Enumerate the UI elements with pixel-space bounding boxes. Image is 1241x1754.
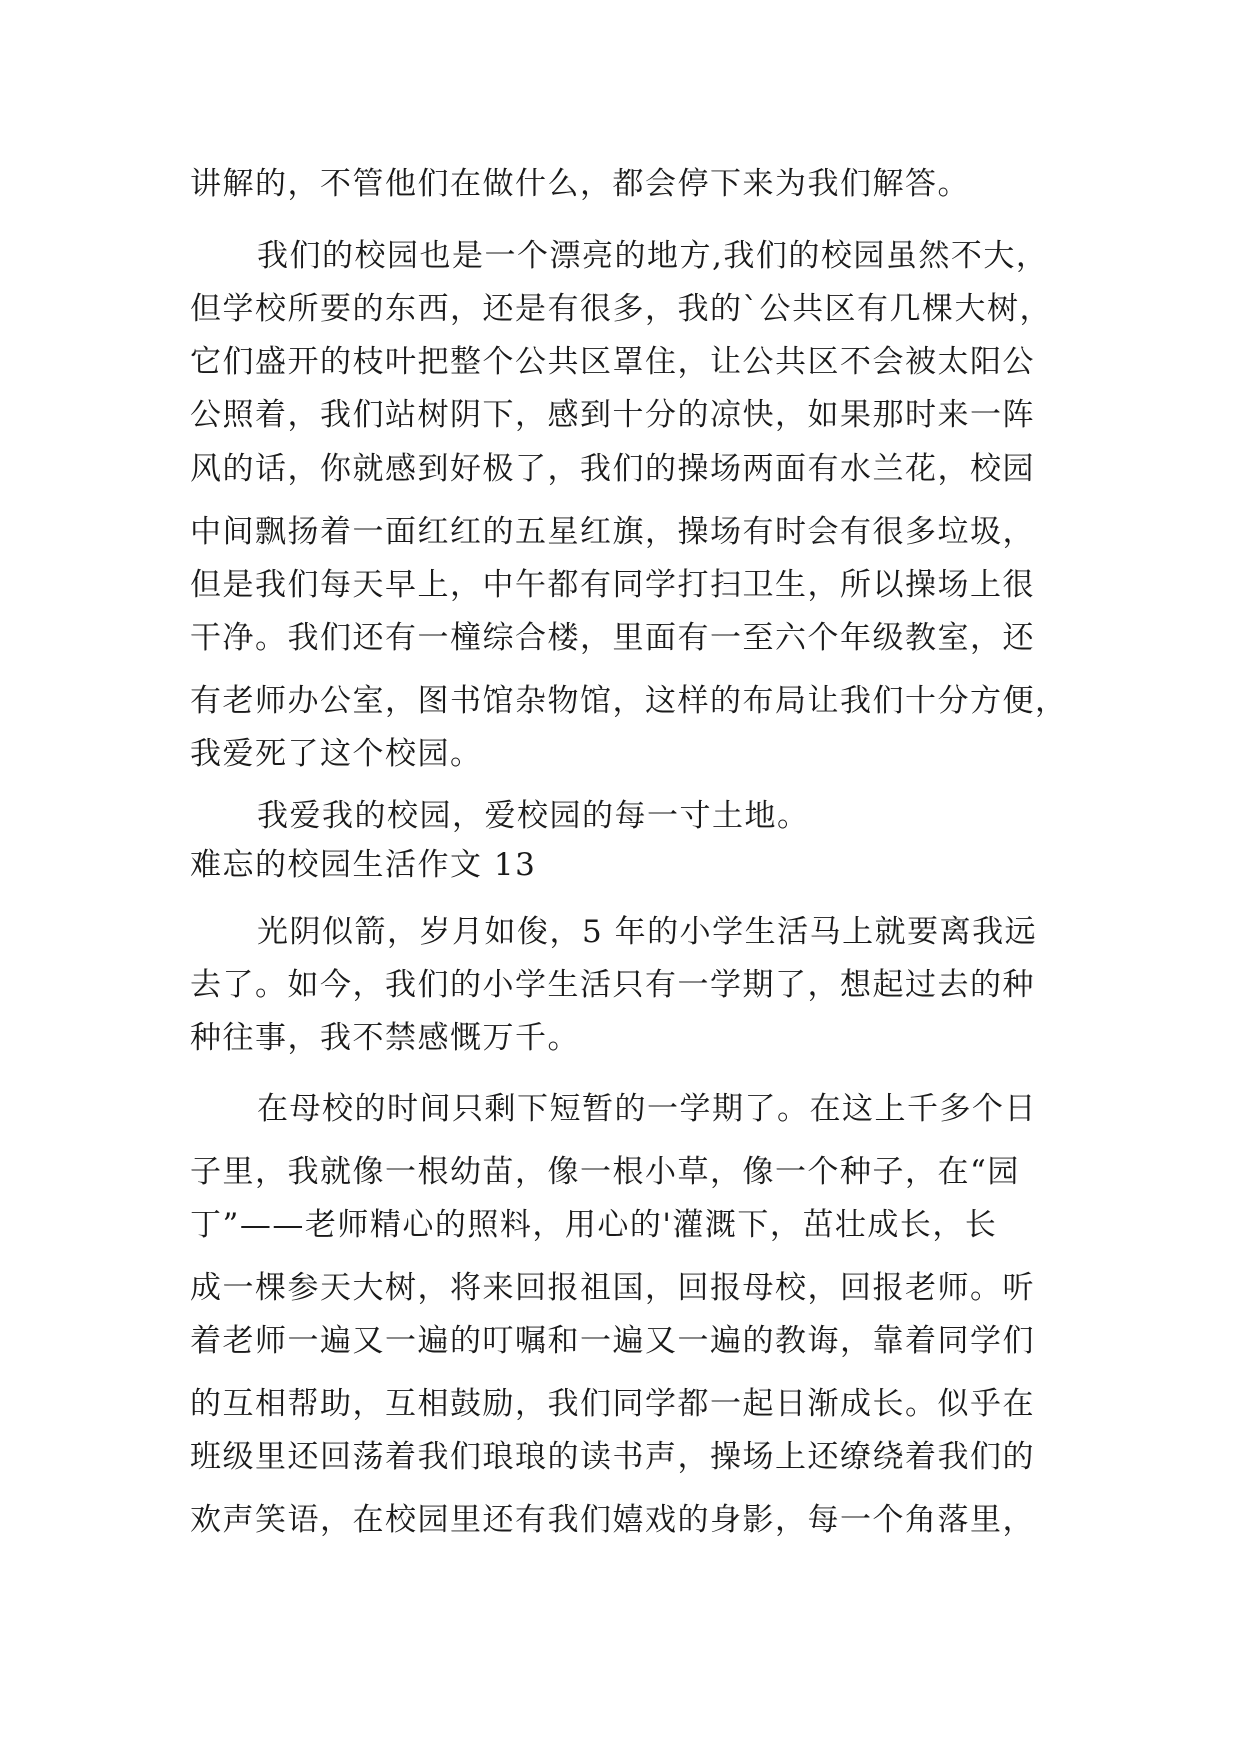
section-heading: 难忘的校园生活作文 13 — [190, 847, 537, 883]
text-line: 子里，我就像一根幼苗，像一根小草，像一个种子，在“园 — [190, 1154, 1020, 1190]
text-line: 着老师一遍又一遍的叮嘱和一遍又一遍的教诲，靠着同学们 — [190, 1323, 1035, 1359]
text-line: 我们的校园也是一个漂亮的地方,我们的校园虽然不大， — [257, 238, 1049, 274]
text-line: 中间飘扬着一面红红的五星红旗，操场有时会有很多垃圾， — [190, 514, 1035, 550]
text-line: 风的话，你就感到好极了，我们的操场两面有水兰花，校园 — [190, 451, 1035, 487]
text-line: 光阴似箭，岁月如俊，5 年的小学生活马上就要离我远 — [257, 914, 1038, 950]
text-line: 欢声笑语，在校园里还有我们嬉戏的身影，每一个角落里， — [190, 1502, 1035, 1538]
text-line: 有老师办公室，图书馆杂物馆，这样的布局让我们十分方便， — [190, 683, 1068, 719]
text-line: 成一棵参天大树，将来回报祖国，回报母校，回报老师。听 — [190, 1270, 1035, 1306]
text-line: 丁”——老师精心的照料，用心的'灌溉下，茁壮成长，长 — [190, 1207, 998, 1243]
text-line: 但是我们每天早上，中午都有同学打扫卫生，所以操场上很 — [190, 567, 1035, 603]
text-line: 在母校的时间只剩下短暂的一学期了。在这上千多个日 — [257, 1091, 1037, 1127]
text-line: 干净。我们还有一橦综合楼，里面有一至六个年级教室，还 — [190, 620, 1035, 656]
text-line: 的互相帮助，互相鼓励，我们同学都一起日渐成长。似乎在 — [190, 1386, 1035, 1422]
text-line: 种往事，我不禁感慨万千。 — [190, 1020, 580, 1056]
text-line: 但学校所要的东西，还是有很多，我的`公共区有几棵大树， — [190, 291, 1052, 327]
text-line: 去了。如今，我们的小学生活只有一学期了，想起过去的种 — [190, 967, 1035, 1003]
text-line: 公照着，我们站树阴下，感到十分的凉快，如果那时来一阵 — [190, 397, 1035, 433]
text-line: 班级里还回荡着我们琅琅的读书声，操场上还缭绕着我们的 — [190, 1439, 1035, 1475]
text-line: 我爱我的校园，爱校园的每一寸土地。 — [257, 798, 810, 834]
text-line: 我爱死了这个校园。 — [190, 736, 483, 772]
text-line: 讲解的，不管他们在做什么，都会停下来为我们解答。 — [190, 166, 970, 202]
text-line: 它们盛开的枝叶把整个公共区罩住，让公共区不会被太阳公 — [190, 344, 1035, 380]
